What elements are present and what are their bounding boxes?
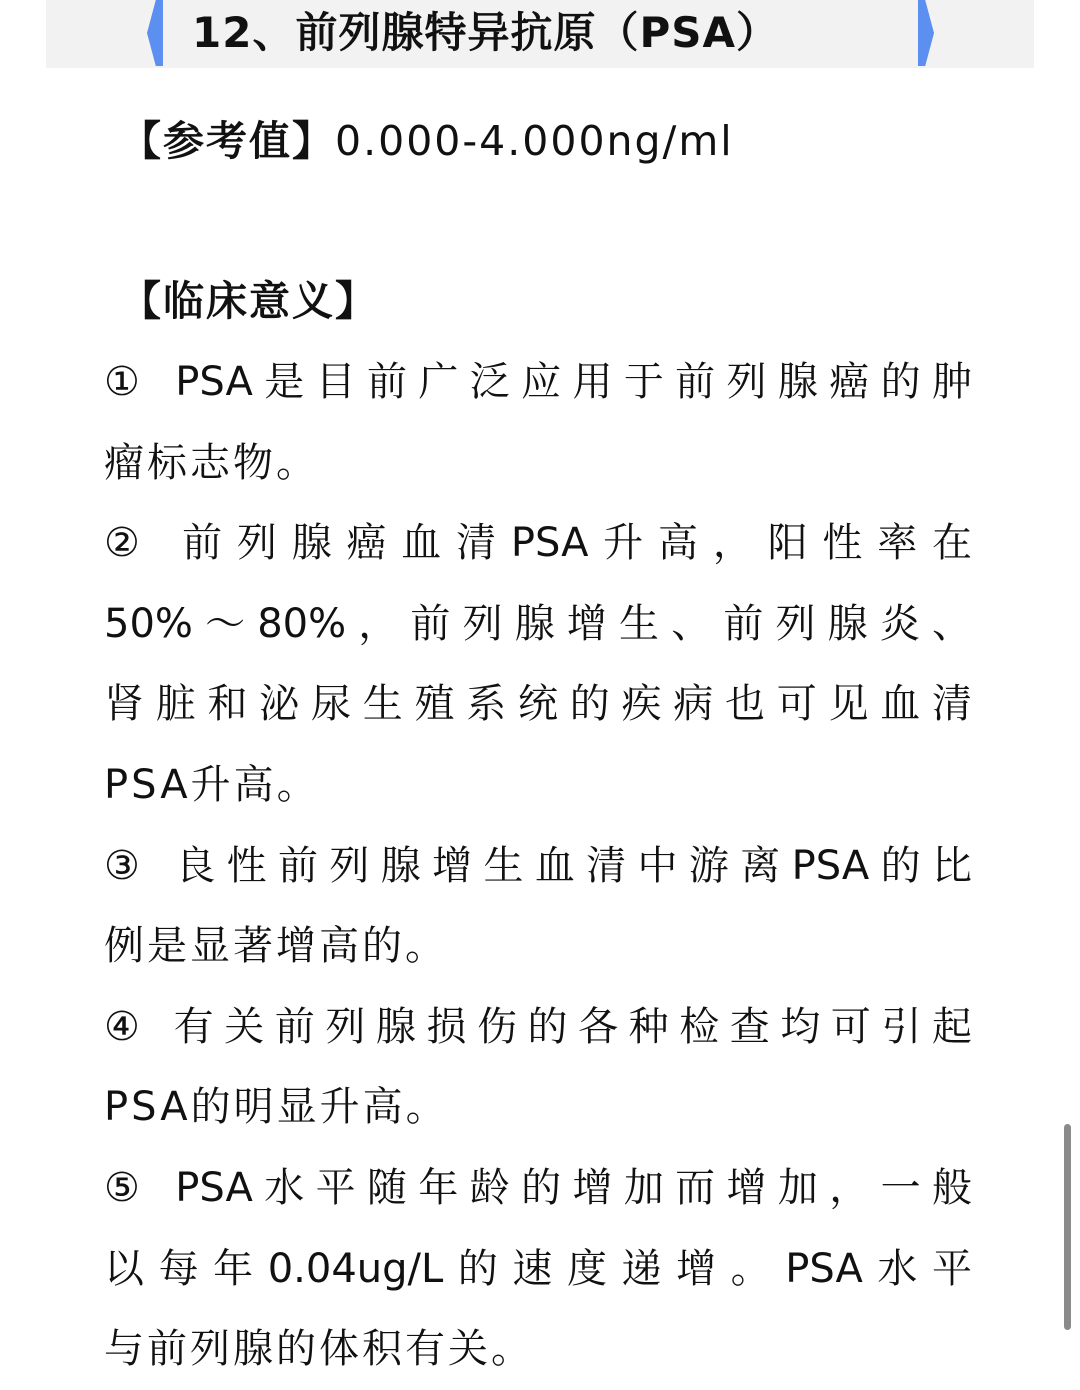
reference-value: 0.000-4.000ng/ml: [335, 117, 734, 165]
scrollbar-thumb[interactable]: [1064, 1124, 1071, 1330]
text-line: 瘤标志物。: [104, 439, 319, 486]
clinical-significance-heading: 【临床意义】: [120, 277, 378, 325]
text-line: ② 前列腺癌血清PSA升高，阳性率在: [104, 520, 972, 567]
text-line: 以每年0.04ug/L的速度递增。PSA水平: [104, 1245, 972, 1292]
text-line: 50%～80%，前列腺增生、前列腺炎、: [104, 600, 972, 647]
text-line: PSA的明显升高。: [104, 1084, 449, 1131]
text-line: ④ 有关前列腺损伤的各种检查均可引起: [104, 1003, 972, 1050]
text-line: 肾脏和泌尿生殖系统的疾病也可见血清: [104, 681, 972, 728]
text-line: 例是显著增高的。: [104, 923, 448, 970]
reference-value-line: [120, 110, 734, 172]
clinical-significance-text: [104, 342, 972, 1390]
text-line: PSA升高。: [104, 761, 320, 808]
text-line: ③ 良性前列腺增生血清中游离PSA的比: [104, 842, 972, 889]
text-line: ⑤ PSA水平随年龄的增加而增加，一般: [104, 1164, 972, 1211]
page-title: 12、前列腺特异抗原（PSA）: [192, 8, 779, 57]
text-line: 与前列腺的体积有关。: [104, 1326, 534, 1373]
reference-label: 【参考值】: [120, 117, 335, 165]
text-line: ① PSA是目前广泛应用于前列腺癌的肿: [104, 359, 972, 405]
